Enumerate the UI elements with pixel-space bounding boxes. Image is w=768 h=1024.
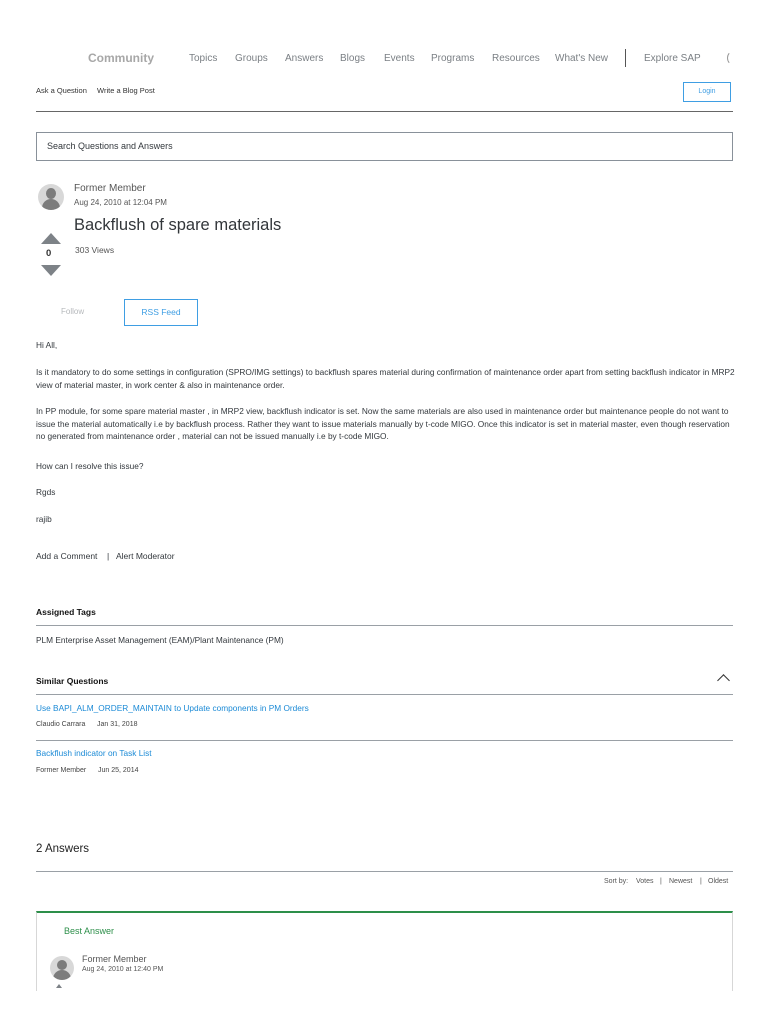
avatar-head-shape [46, 188, 56, 199]
similar-question-date: Jan 31, 2018 [97, 721, 138, 728]
login-button[interactable]: Login [683, 82, 731, 102]
assigned-tags-heading: Assigned Tags [36, 607, 96, 617]
sort-newest-link[interactable]: Newest [669, 878, 693, 885]
nav-programs[interactable]: Programs [431, 53, 475, 64]
avatar-head-shape [57, 960, 67, 970]
best-answer-card [36, 911, 733, 991]
nav-blogs[interactable]: Blogs [340, 53, 366, 64]
nav-groups[interactable]: Groups [235, 53, 268, 64]
chevron-up-icon[interactable] [717, 674, 730, 687]
similar-question-author[interactable]: Former Member [36, 767, 87, 774]
question-body-paragraph: Is it mandatory to do some settings in configuration (SPRO/IMG settings) to backflush spares material during confirmation of maintenance order apart from setting backflush indicator in MRP2 view of material master, in work center & also in maintenance order. [36, 367, 735, 390]
upvote-icon[interactable] [41, 233, 61, 244]
answer-author[interactable]: Former Member [82, 954, 147, 964]
divider [36, 111, 733, 112]
add-comment-link[interactable]: Add a Comment [36, 551, 98, 561]
answer-date: Aug 24, 2010 at 12:40 PM [82, 966, 164, 973]
question-body-signoff: Rgds [36, 487, 56, 497]
search-input[interactable]: Search Questions and Answers [36, 132, 733, 161]
question-date: Aug 24, 2010 at 12:04 PM [74, 198, 167, 207]
question-body-greeting: Hi All, [36, 340, 58, 350]
best-answer-label: Best Answer [64, 926, 115, 936]
community-brand-link[interactable]: Community [88, 51, 154, 65]
search-icon[interactable] [727, 51, 739, 65]
divider [36, 625, 733, 626]
avatar-body-shape [42, 199, 60, 210]
follow-button[interactable]: Follow [61, 307, 85, 316]
nav-answers[interactable]: Answers [285, 53, 324, 64]
nav-events[interactable]: Events [384, 53, 415, 64]
avatar-body-shape [53, 970, 71, 980]
similar-questions-heading: Similar Questions [36, 676, 109, 686]
sort-separator: | [660, 878, 662, 885]
sort-separator: | [700, 878, 702, 885]
nav-whats-new[interactable]: What's New [555, 53, 609, 64]
similar-question-link[interactable]: Use BAPI_ALM_ORDER_MAINTAIN to Update components in PM Orders [36, 703, 309, 713]
vote-count: 0 [46, 248, 52, 259]
sort-label: Sort by: [604, 878, 629, 885]
nav-divider [625, 49, 626, 67]
alert-moderator-link[interactable]: Alert Moderator [116, 551, 175, 561]
upvote-icon[interactable] [56, 984, 62, 988]
nav-explore-sap[interactable]: Explore SAP [644, 53, 701, 64]
action-separator: | [107, 551, 110, 561]
similar-question-date: Jun 25, 2014 [98, 767, 139, 774]
tag-link[interactable]: PLM Enterprise Asset Management (EAM)/Plant Maintenance (PM) [36, 635, 284, 645]
similar-question-link[interactable]: Backflush indicator on Task List [36, 748, 152, 758]
view-count: 303 Views [75, 245, 115, 255]
ask-question-link[interactable]: Ask a Question [36, 86, 87, 95]
top-navigation [0, 44, 768, 72]
avatar [38, 184, 64, 210]
question-body-paragraph: How can I resolve this issue? [36, 461, 144, 471]
nav-resources[interactable]: Resources [492, 53, 540, 64]
sort-votes-link[interactable]: Votes [636, 878, 654, 885]
divider [36, 694, 733, 695]
sort-oldest-link[interactable]: Oldest [708, 878, 729, 885]
rss-feed-button[interactable]: RSS Feed [124, 299, 198, 326]
page-title: Backflush of spare materials [74, 216, 282, 234]
avatar [50, 956, 74, 980]
question-body-signature: rajib [36, 514, 52, 524]
nav-topics[interactable]: Topics [189, 53, 218, 64]
question-body-paragraph: In PP module, for some spare material master , in MRP2 view, backflush indicator is set. Now the same materials are also used in maintenance order but maintenance people do not want to issue the material automatically i.e by backflush process. Rather they want to issue materials manually by t-code MIGO. Once this indicator is set in material master, even though reservation no generated from maintenance order , material can not be issued manually i.e by t-code MIGO. [36, 406, 730, 441]
answers-heading: 2 Answers [36, 843, 90, 855]
write-blog-post-link[interactable]: Write a Blog Post [97, 86, 155, 95]
downvote-icon[interactable] [41, 265, 61, 276]
question-author[interactable]: Former Member [74, 183, 146, 194]
divider [36, 871, 733, 872]
similar-question-author[interactable]: Claudio Carrara [36, 721, 86, 728]
divider [36, 740, 733, 741]
